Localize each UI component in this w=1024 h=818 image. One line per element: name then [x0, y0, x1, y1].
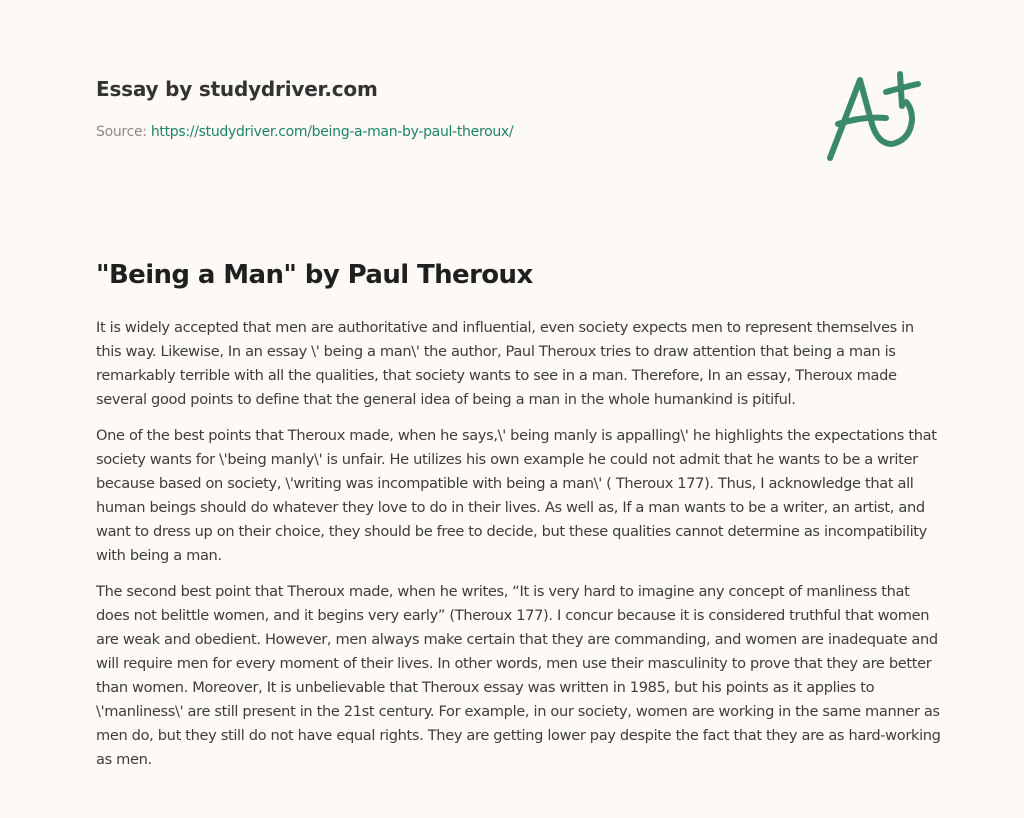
article-paragraph: It is widely accepted that men are authoritative and influential, even society expects men to represent themselves in this way. Likewise, In an essay \' being a man\' the author, Paul Theroux tries to draw attention that being a man is remarkably terrible with all the qualities, that society wants to see in a man. Therefore, In an essay, Theroux made several good points to define that the general idea of being a man in the whole humankind is pitiful.: [96, 319, 914, 408]
source-link[interactable]: https://studydriver.com/being-a-man-by-paul-theroux/: [150, 124, 514, 140]
site-title: Essay by studydriver.com: [96, 77, 378, 101]
page-header: [96, 74, 796, 142]
source-label: Source:: [96, 124, 147, 140]
source-line: [96, 122, 796, 142]
article-body: [96, 316, 941, 784]
article-paragraph: One of the best points that Theroux made, when he says,\' being manly is appalling\' he highlights the expectations that society wants for \'being manly\' is unfair. He utilizes his own example he could not admit that he wants to be a writer because based on society, \'writing was incompatible with being a man\' ( Theroux 177). Thus, I acknowledge that all human beings should do whatever they love to do in their lives. As well as, If a man wants to be a writer, an artist, and want to dress up on their choice, they should be free to decide, but these qualities cannot determine as incompatibility with being a man.: [96, 427, 937, 564]
article-paragraph: The second best point that Theroux made, when he writes, “It is very hard to imagine any concept of manliness that does not belittle women, and it begins very early” (Theroux 177). I concur because it is considered truthful that women are weak and obedient. However, men always make certain that they are commanding, and women are inadequate and will require men for every moment of their lives. In other words, men use their masculinity to prove that they are better than women. Moreover, It is unbelievable that Theroux essay was written in 1985, but his points as it applies to \'manliness\' are still present in the 21st century. For example, in our society, women are working in the same manner as men do, but they still do not have equal rights. They are getting lower pay despite the fact that they are as hard-working as men.: [96, 583, 941, 768]
a-plus-grade-icon: [820, 62, 930, 167]
article-title: "Being a Man" by Paul Theroux: [96, 260, 533, 290]
